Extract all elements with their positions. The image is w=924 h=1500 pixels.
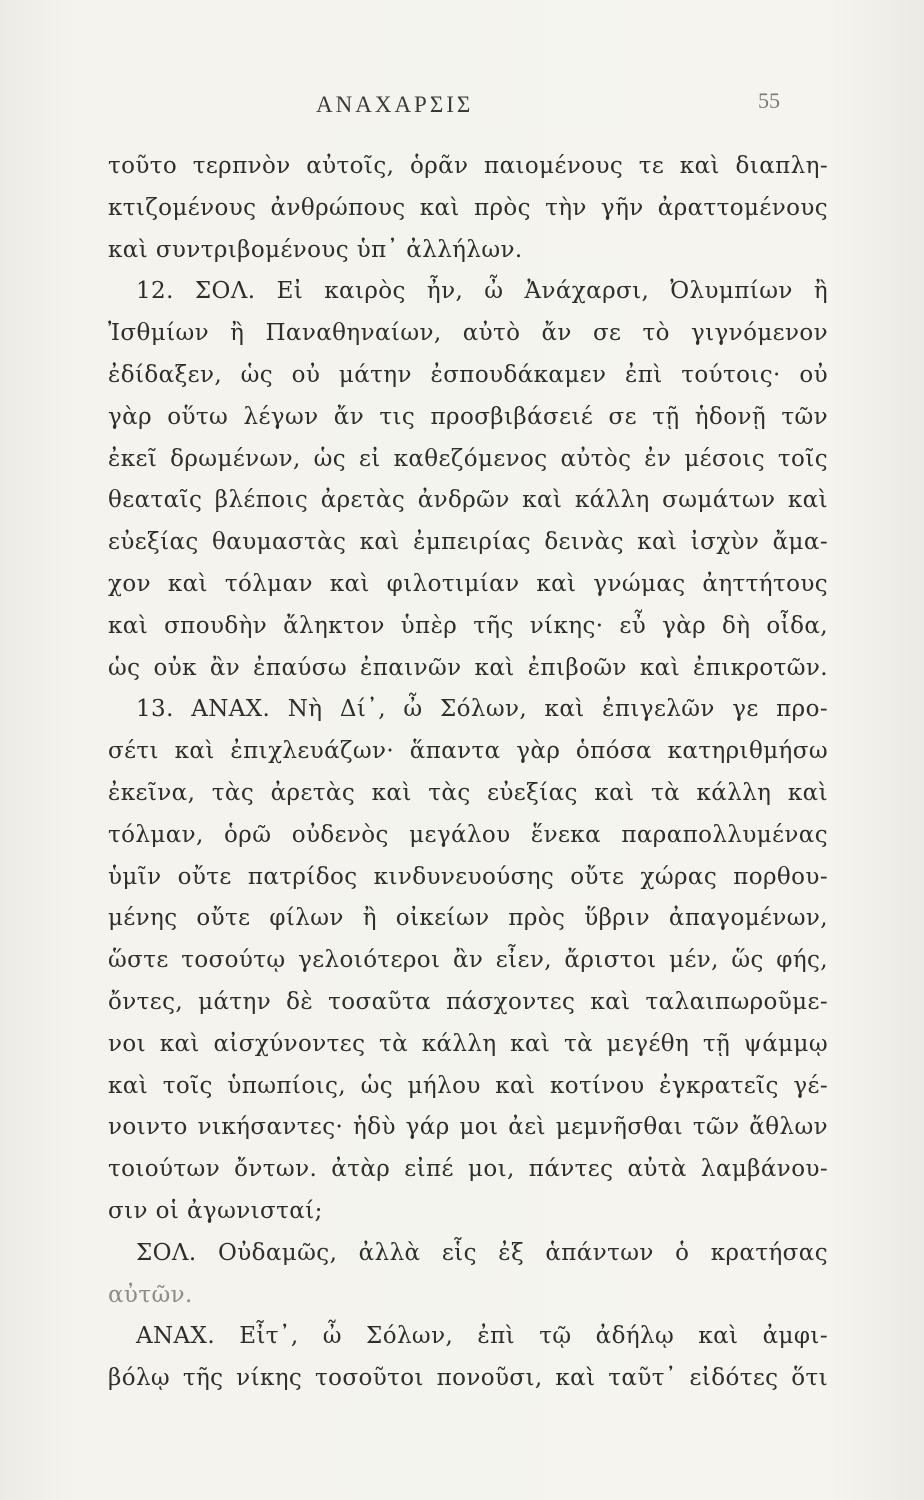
text-line: νοιντο νικήσαντες· ἡδὺ γάρ μοι ἀεὶ μεμνῆσθαι τῶν ἄθλων bbox=[108, 1114, 828, 1141]
text-line: ὑμῖν οὔτε πατρίδος κινδυνευούσης οὔτε χώρας πορθου- bbox=[108, 863, 828, 890]
text-line: καὶ σπουδὴν ἄληκτον ὑπὲρ τῆς νίκης· εὖ γὰρ δὴ οἶδα, bbox=[108, 612, 828, 639]
text-line: χον καὶ τόλμαν καὶ φιλοτιμίαν καὶ γνώμας ἀηττήτους bbox=[108, 570, 828, 597]
text-line: βόλῳ τῆς νίκης τοσοῦτοι πονοῦσι, καὶ ταῦτ᾽ εἰδότες ὅτι bbox=[108, 1365, 828, 1392]
text-line: σέτι καὶ ἐπιχλευάζων· ἅπαντα γὰρ ὁπόσα κατηριθμήσω bbox=[108, 738, 828, 765]
text-line: ὄντες, μάτην δὲ τοσαῦτα πάσχοντες καὶ ταλαιπωροῦμε- bbox=[108, 988, 828, 1015]
running-head bbox=[0, 88, 924, 122]
text-line: τοῦτο τερπνὸν αὐτοῖς, ὁρᾶν παιομένους τε καὶ διαπλη- bbox=[108, 153, 828, 179]
running-title: ΑΝΑΧΑΡΣΙΣ bbox=[316, 92, 474, 117]
text-line: Ἰσθμίων ἢ Παναθηναίων, αὐτὸ ἄν σε τὸ γιγνόμενον bbox=[108, 320, 828, 347]
page-number: 55 bbox=[758, 88, 780, 113]
text-line: εὐεξίας θαυμαστὰς καὶ ἐμπειρίας δεινὰς καὶ ἰσχὺν ἄμα- bbox=[108, 529, 828, 556]
body-text bbox=[108, 146, 828, 1400]
text-line: ἐκεῖνα, τὰς ἀρετὰς καὶ τὰς εὐεξίας καὶ τὰ κάλλη καὶ bbox=[108, 779, 828, 806]
text-line: μένης οὔτε φίλων ἢ οἰκείων πρὸς ὕβριν ἀπαγομένων, bbox=[108, 905, 828, 932]
text-line: θεαταῖς βλέποις ἀρετὰς ἀνδρῶν καὶ κάλλη σωμάτων καὶ bbox=[108, 487, 828, 514]
text-line: σιν οἱ ἀγωνισταί; bbox=[108, 1197, 323, 1224]
text-line: τοιούτων ὄντων. ἀτὰρ εἰπέ μοι, πάντες αὐτὰ λαμβάνου- bbox=[108, 1156, 828, 1183]
text-line: καὶ συντριβομένους ὑπ᾽ ἀλλήλων. bbox=[108, 236, 523, 263]
text-line: ὡς οὐκ ἂν ἐπαύσω ἐπαινῶν καὶ ἐπιβοῶν καὶ ἐπικροτῶν. bbox=[108, 654, 828, 681]
text-line: γὰρ οὕτω λέγων ἄν τις προσβιβάσειέ σε τῇ ἡδονῇ τῶν bbox=[108, 403, 828, 430]
text-line: ΑΝΑΧ. Εἶτ᾽, ὦ Σόλων, ἐπὶ τῷ ἀδήλῳ καὶ ἀμφι- bbox=[136, 1323, 828, 1350]
text-line: κτιζομένους ἀνθρώπους καὶ πρὸς τὴν γῆν ἀραττομένους bbox=[108, 194, 828, 221]
text-line: ΣΟΛ. Οὐδαμῶς, ἀλλὰ εἷς ἐξ ἁπάντων ὁ κρατήσας bbox=[136, 1239, 828, 1266]
text-line: τόλμαν, ὁρῶ οὐδενὸς μεγάλου ἕνεκα παραπολλυμένας bbox=[108, 821, 828, 848]
text-line: 12. ΣΟΛ. Εἰ καιρὸς ἦν, ὦ Ἀνάχαρσι, Ὀλυμπίων ἢ bbox=[136, 278, 828, 305]
text-line: καὶ τοῖς ὑπωπίοις, ὡς μήλου καὶ κοτίνου ἐγκρατεῖς γέ- bbox=[108, 1072, 828, 1099]
text-line: ὥστε τοσούτῳ γελοιότεροι ἂν εἶεν, ἄριστοι μέν, ὥς φής, bbox=[108, 947, 828, 974]
text-line: αὐτῶν. bbox=[108, 1281, 193, 1308]
text-line: νοι καὶ αἰσχύνοντες τὰ κάλλη καὶ τὰ μεγέθη τῇ ψάμμῳ bbox=[108, 1030, 828, 1057]
text-line: ἐκεῖ δρωμένων, ὡς εἰ καθεζόμενος αὐτὸς ἐν μέσοις τοῖς bbox=[108, 445, 828, 472]
text-line: 13. ΑΝΑΧ. Νὴ Δί᾽, ὦ Σόλων, καὶ ἐπιγελῶν γε προ- bbox=[136, 696, 828, 723]
text-line: ἐδίδαξεν, ὡς οὐ μάτην ἐσπουδάκαμεν ἐπὶ τούτοις· οὐ bbox=[108, 361, 828, 388]
